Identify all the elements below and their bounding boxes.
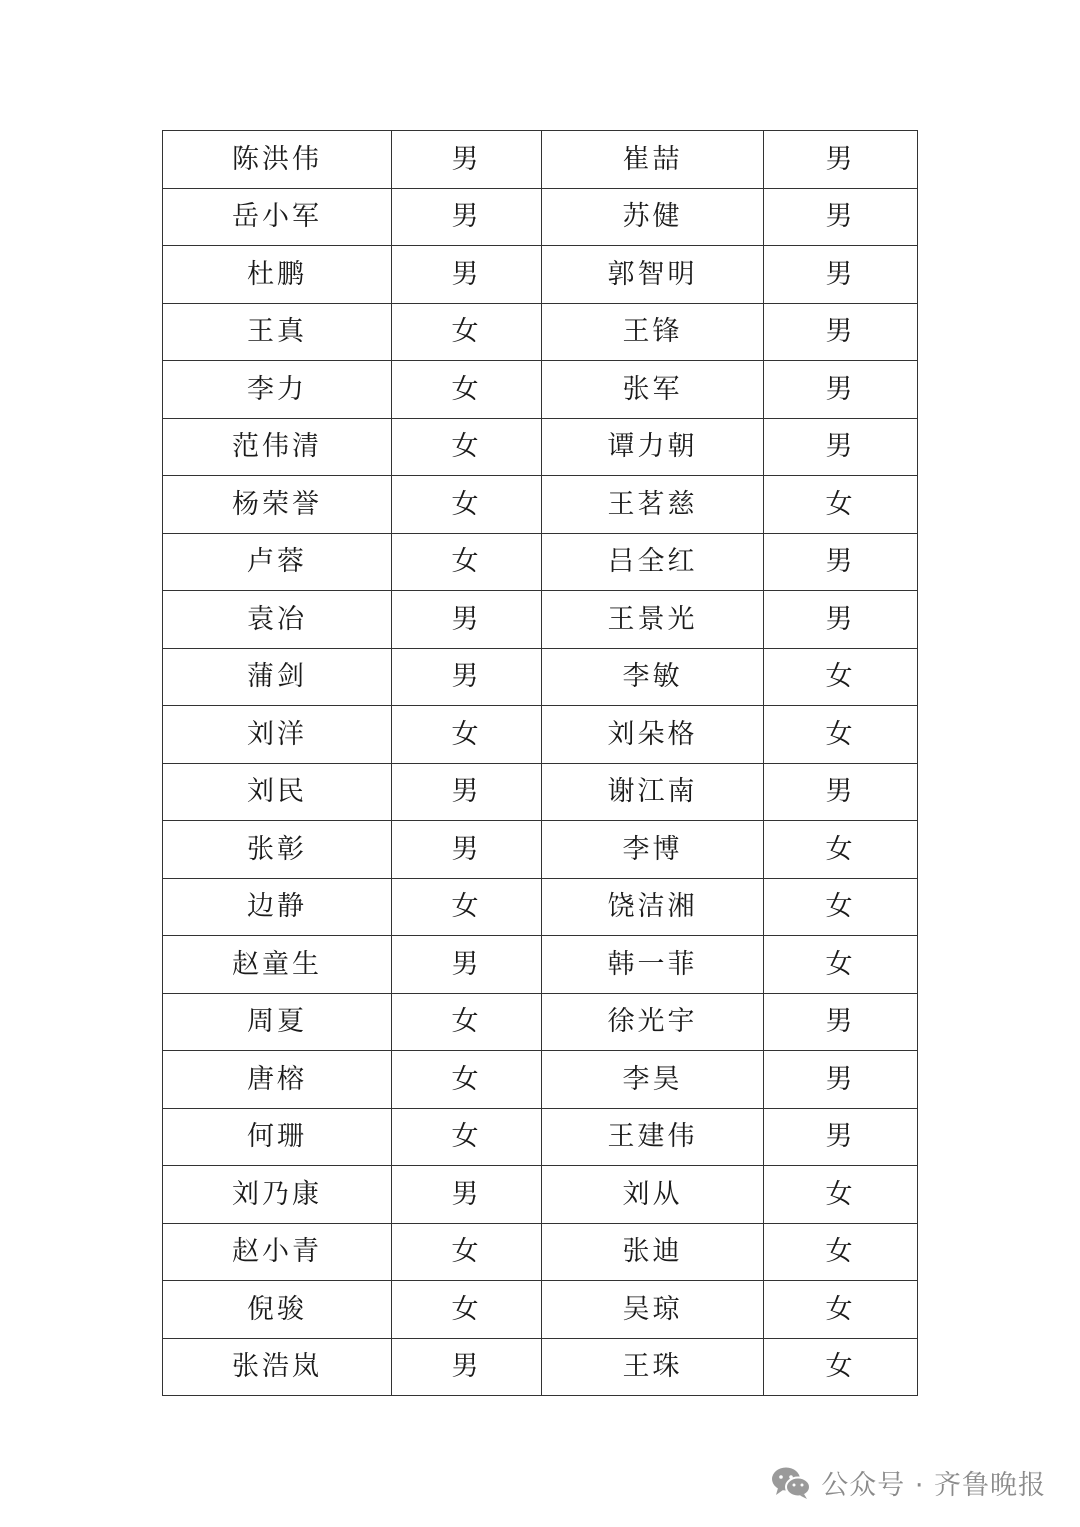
- gender-cell: 女: [764, 706, 918, 764]
- name-cell: 刘乃康: [163, 1166, 392, 1224]
- gender-cell: 女: [392, 993, 542, 1051]
- watermark: [771, 1463, 1046, 1502]
- gender-cell: 女: [392, 1108, 542, 1166]
- table-row: [163, 361, 918, 419]
- gender-cell: 女: [764, 821, 918, 879]
- name-cell: 周夏: [163, 993, 392, 1051]
- name-cell: 杜鹏: [163, 246, 392, 304]
- gender-cell: 女: [764, 878, 918, 936]
- table-row: [163, 993, 918, 1051]
- name-cell: 李昊: [542, 1051, 764, 1109]
- name-cell: 崔喆: [542, 131, 764, 189]
- gender-cell: 女: [764, 1223, 918, 1281]
- name-cell: 张浩岚: [163, 1338, 392, 1396]
- name-cell: 唐榕: [163, 1051, 392, 1109]
- gender-cell: 男: [392, 131, 542, 189]
- name-cell: 倪骏: [163, 1281, 392, 1339]
- gender-cell: 女: [392, 361, 542, 419]
- gender-cell: 男: [392, 936, 542, 994]
- gender-cell: 男: [764, 993, 918, 1051]
- table-row: [163, 188, 918, 246]
- table-row: [163, 1051, 918, 1109]
- name-cell: 卢蓉: [163, 533, 392, 591]
- gender-cell: 男: [392, 1338, 542, 1396]
- table-row: [163, 591, 918, 649]
- gender-cell: 男: [764, 591, 918, 649]
- gender-cell: 男: [392, 763, 542, 821]
- name-cell: 吴琼: [542, 1281, 764, 1339]
- table-row: [163, 648, 918, 706]
- roster-table: [162, 130, 918, 1396]
- name-cell: 饶洁湘: [542, 878, 764, 936]
- table-row: [163, 303, 918, 361]
- table-row: [163, 878, 918, 936]
- gender-cell: 女: [392, 476, 542, 534]
- name-cell: 杨荣誉: [163, 476, 392, 534]
- gender-cell: 男: [764, 131, 918, 189]
- gender-cell: 男: [392, 648, 542, 706]
- name-cell: 边静: [163, 878, 392, 936]
- name-cell: 王建伟: [542, 1108, 764, 1166]
- gender-cell: 男: [392, 1166, 542, 1224]
- roster-table-body: [163, 131, 918, 1396]
- gender-cell: 女: [392, 533, 542, 591]
- gender-cell: 男: [392, 821, 542, 879]
- gender-cell: 女: [392, 303, 542, 361]
- name-cell: 张彰: [163, 821, 392, 879]
- watermark-text: 公众号 · 齐鲁晚报: [821, 1470, 1046, 1501]
- gender-cell: 女: [764, 1166, 918, 1224]
- name-cell: 王茗慈: [542, 476, 764, 534]
- name-cell: 韩一菲: [542, 936, 764, 994]
- gender-cell: 男: [764, 361, 918, 419]
- gender-cell: 女: [392, 878, 542, 936]
- name-cell: 王真: [163, 303, 392, 361]
- name-cell: 刘洋: [163, 706, 392, 764]
- gender-cell: 男: [764, 246, 918, 304]
- name-cell: 赵小青: [163, 1223, 392, 1281]
- name-cell: 李力: [163, 361, 392, 419]
- table-row: [163, 1108, 918, 1166]
- name-cell: 刘从: [542, 1166, 764, 1224]
- gender-cell: 男: [392, 188, 542, 246]
- name-cell: 谭力朝: [542, 418, 764, 476]
- name-cell: 何珊: [163, 1108, 392, 1166]
- gender-cell: 女: [764, 648, 918, 706]
- gender-cell: 女: [392, 706, 542, 764]
- name-cell: 范伟清: [163, 418, 392, 476]
- table-row: [163, 1223, 918, 1281]
- table-row: [163, 1338, 918, 1396]
- table-row: [163, 1166, 918, 1224]
- name-cell: 赵童生: [163, 936, 392, 994]
- table-row: [163, 131, 918, 189]
- table-row: [163, 418, 918, 476]
- table-row: [163, 821, 918, 879]
- table-row: [163, 476, 918, 534]
- name-cell: 刘民: [163, 763, 392, 821]
- gender-cell: 男: [764, 188, 918, 246]
- gender-cell: 男: [764, 1051, 918, 1109]
- name-cell: 吕全红: [542, 533, 764, 591]
- name-cell: 郭智明: [542, 246, 764, 304]
- gender-cell: 男: [764, 763, 918, 821]
- name-cell: 袁冶: [163, 591, 392, 649]
- gender-cell: 女: [764, 1281, 918, 1339]
- gender-cell: 女: [764, 476, 918, 534]
- table-row: [163, 706, 918, 764]
- gender-cell: 女: [392, 418, 542, 476]
- wechat-icon: [771, 1466, 811, 1500]
- gender-cell: 女: [392, 1051, 542, 1109]
- name-cell: 李博: [542, 821, 764, 879]
- gender-cell: 男: [764, 1108, 918, 1166]
- table-row: [163, 936, 918, 994]
- name-cell: 刘朵格: [542, 706, 764, 764]
- name-cell: 王锋: [542, 303, 764, 361]
- name-cell: 岳小军: [163, 188, 392, 246]
- name-cell: 苏健: [542, 188, 764, 246]
- gender-cell: 男: [764, 533, 918, 591]
- gender-cell: 男: [764, 303, 918, 361]
- name-cell: 张迪: [542, 1223, 764, 1281]
- gender-cell: 女: [392, 1281, 542, 1339]
- gender-cell: 女: [764, 1338, 918, 1396]
- table-row: [163, 763, 918, 821]
- table-row: [163, 533, 918, 591]
- gender-cell: 女: [764, 936, 918, 994]
- table-row: [163, 1281, 918, 1339]
- name-cell: 王景光: [542, 591, 764, 649]
- gender-cell: 男: [764, 418, 918, 476]
- name-cell: 徐光宇: [542, 993, 764, 1051]
- gender-cell: 男: [392, 591, 542, 649]
- name-cell: 陈洪伟: [163, 131, 392, 189]
- gender-cell: 男: [392, 246, 542, 304]
- gender-cell: 女: [392, 1223, 542, 1281]
- name-cell: 王珠: [542, 1338, 764, 1396]
- name-cell: 张军: [542, 361, 764, 419]
- name-cell: 谢江南: [542, 763, 764, 821]
- table-row: [163, 246, 918, 304]
- name-cell: 蒲剑: [163, 648, 392, 706]
- name-cell: 李敏: [542, 648, 764, 706]
